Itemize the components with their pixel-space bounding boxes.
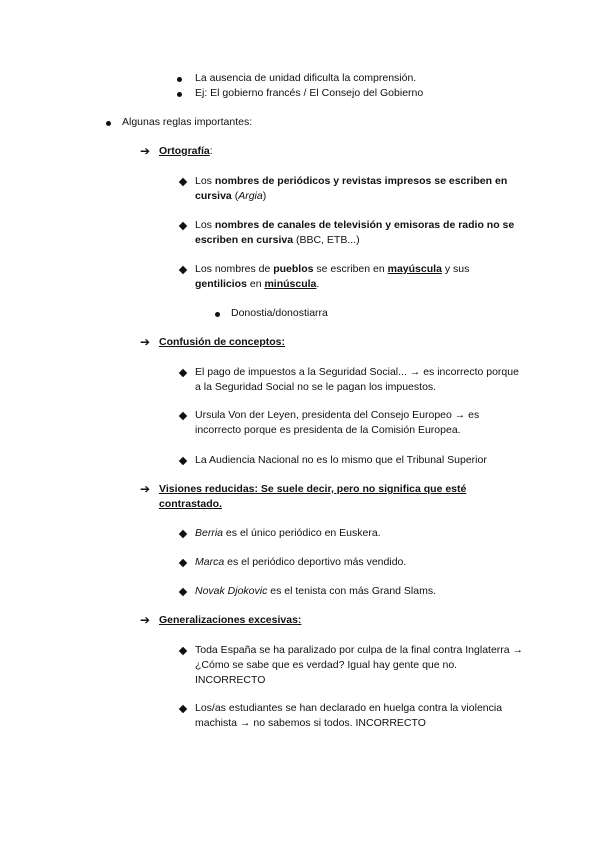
list-item-cont: ¿Cómo se sabe que es verdad? Igual hay gente que no. <box>195 659 458 671</box>
section-heading-visiones: Visiones reducidas: Se suele decir, pero no significa que esté <box>159 483 467 495</box>
text-bold-underline: minúscula <box>264 278 317 290</box>
text: es el único periódico en Euskera. <box>223 527 381 539</box>
list-item <box>195 526 381 541</box>
diamond-bullet-icon <box>179 412 187 420</box>
list-item <box>195 262 469 277</box>
list-item-cont: incorrecto porque es presidenta de la Comisión Europea. <box>195 424 461 436</box>
text: Los <box>195 219 215 231</box>
text-bold: escriben en cursiva <box>195 234 294 246</box>
section-heading-generalizaciones: Generalizaciones excesivas: <box>159 614 302 626</box>
heading-colon: : <box>209 145 213 157</box>
heading-text: Ortografía <box>159 145 210 157</box>
text: ) <box>262 190 267 202</box>
list-item: Los/as estudiantes se han declarado en huelga contra la violencia <box>195 702 503 714</box>
text-bold: gentilicios <box>195 278 247 290</box>
text: (BBC, ETB...) <box>293 234 360 246</box>
list-item-cont <box>195 189 266 204</box>
list-item: Ej: El gobierno francés / El Consejo del Gobierno <box>195 87 424 99</box>
main-bullet-text: Algunas reglas importantes: <box>122 116 253 128</box>
text-bold: nombres de canales de televisión y emisoras de radio no se <box>214 219 515 231</box>
text-bold-underline: mayúscula <box>387 263 442 275</box>
arrow-icon: ➔ <box>140 335 151 349</box>
text-bold: cursiva <box>195 190 232 202</box>
bullet-dot <box>177 92 182 97</box>
diamond-bullet-icon <box>179 369 187 377</box>
section-heading-visiones-cont: contrastado. <box>159 498 223 510</box>
list-item-cont <box>195 233 360 248</box>
diamond-bullet-icon <box>179 588 187 596</box>
diamond-bullet-icon <box>179 178 187 186</box>
list-item <box>195 584 436 599</box>
list-item: La ausencia de unidad dificulta la comprensión. <box>195 72 417 84</box>
list-item-cont: machista → no sabemos si todos. INCORRECTO <box>195 717 426 729</box>
list-item-cont: INCORRECTO <box>195 674 266 686</box>
list-item: La Audiencia Nacional no es lo mismo que el Tribunal Superior <box>195 454 487 466</box>
list-item: Donostia/donostiarra <box>231 307 328 319</box>
bullet-dot <box>177 77 182 82</box>
list-item: Ursula Von der Leyen, presidenta del Consejo Europeo → es <box>195 409 480 421</box>
text-bold: pueblos <box>273 263 314 275</box>
diamond-bullet-icon <box>179 266 187 274</box>
text: Los <box>195 175 215 187</box>
list-item-cont <box>195 277 319 292</box>
list-item <box>195 555 406 570</box>
text-bold: nombres de periódicos y revistas impresos se escriben en <box>214 175 508 187</box>
list-item-cont: a la Seguridad Social no se le pagan los impuestos. <box>195 381 437 393</box>
text: en <box>246 278 265 290</box>
diamond-bullet-icon <box>179 647 187 655</box>
list-item: Toda España se ha paralizado por culpa de la final contra Inglaterra → <box>195 644 524 656</box>
text: es el tenista con más Grand Slams. <box>267 585 437 597</box>
diamond-bullet-icon <box>179 530 187 538</box>
text: se escriben en <box>313 263 388 275</box>
text-italic: Berria <box>195 527 224 539</box>
diamond-bullet-icon <box>179 222 187 230</box>
section-heading-ortografia <box>159 144 213 159</box>
arrow-icon: ➔ <box>140 613 151 627</box>
text: es el periódico deportivo más vendido. <box>224 556 407 568</box>
text: y sus <box>441 263 470 275</box>
list-item <box>195 174 507 189</box>
diamond-bullet-icon <box>179 559 187 567</box>
diamond-bullet-icon <box>179 705 187 713</box>
text-italic: Novak Djokovic <box>195 585 268 597</box>
text-italic: Argia <box>238 190 263 202</box>
bullet-dot <box>106 121 111 126</box>
section-heading-confusion: Confusión de conceptos: <box>159 336 285 348</box>
arrow-icon: ➔ <box>140 482 151 496</box>
arrow-icon: ➔ <box>140 144 151 158</box>
text: . <box>316 278 320 290</box>
list-item <box>195 218 514 233</box>
bullet-dot <box>215 312 220 317</box>
text-italic: Marca <box>195 556 225 568</box>
text: Los nombres de <box>195 263 274 275</box>
list-item: El pago de impuestos a la Seguridad Social... → es incorrecto porque <box>195 366 519 378</box>
diamond-bullet-icon <box>179 457 187 465</box>
text: ( <box>231 190 239 202</box>
